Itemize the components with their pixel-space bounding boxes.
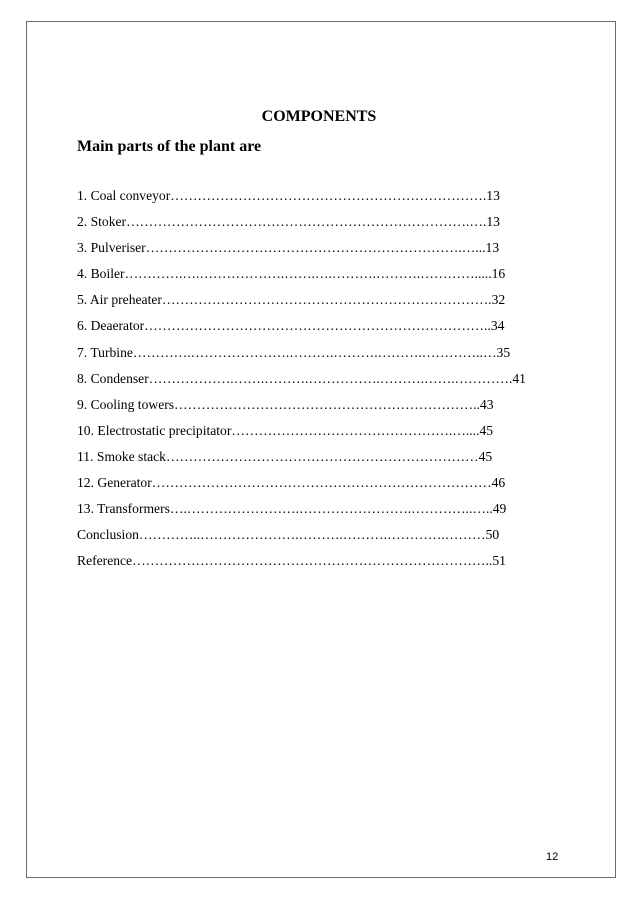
toc-entry: 1. Coal conveyor…………………………………………………………….13 (77, 188, 500, 203)
toc-entry: 5. Air preheater……………………………………………………………….32 (77, 292, 506, 308)
toc-entry: 3. Pulveriser…………………………………………………………….…...13 (77, 240, 500, 256)
toc-entry: 7. Turbine………….………………….……….……….……….…………..…35 (77, 344, 511, 360)
toc-entry: Conclusion…………..………………….……….……….………….………50 (77, 527, 500, 543)
toc-entry: 2. Stoker………………………………………………………………….….13 (77, 214, 500, 230)
table-of-contents (77, 186, 557, 577)
toc-entry: 8. Condenser……………….…….……….…………….……….…….………….41 (77, 370, 526, 386)
toc-entry: 4. Boiler………….….……………….…….….……….……….………….....16 (77, 266, 506, 282)
page-heading (0, 108, 638, 126)
toc-entry: 13. Transformers….…………………….…………………….…………..…..49 (77, 501, 507, 517)
toc-entry: Reference……………………………………………………………………..51 (77, 553, 506, 569)
toc-entry: 11. Smoke stack……………………………………………………………45 (77, 448, 493, 464)
page-number: 12 (546, 851, 559, 863)
toc-entry: 10. Electrostatic precipitator………………………………………….…....45 (77, 422, 494, 438)
heading-text: COMPONENTS (261, 108, 377, 125)
page-subheading: Main parts of the plant are (77, 138, 262, 155)
toc-entry: 9. Cooling towers…………………………………………………………..43 (77, 396, 494, 412)
toc-entry: 6. Deaerator…………………………………………………………………..34 (77, 318, 505, 334)
toc-entry: 12. Generator…………………………………………………………………46 (77, 475, 506, 491)
